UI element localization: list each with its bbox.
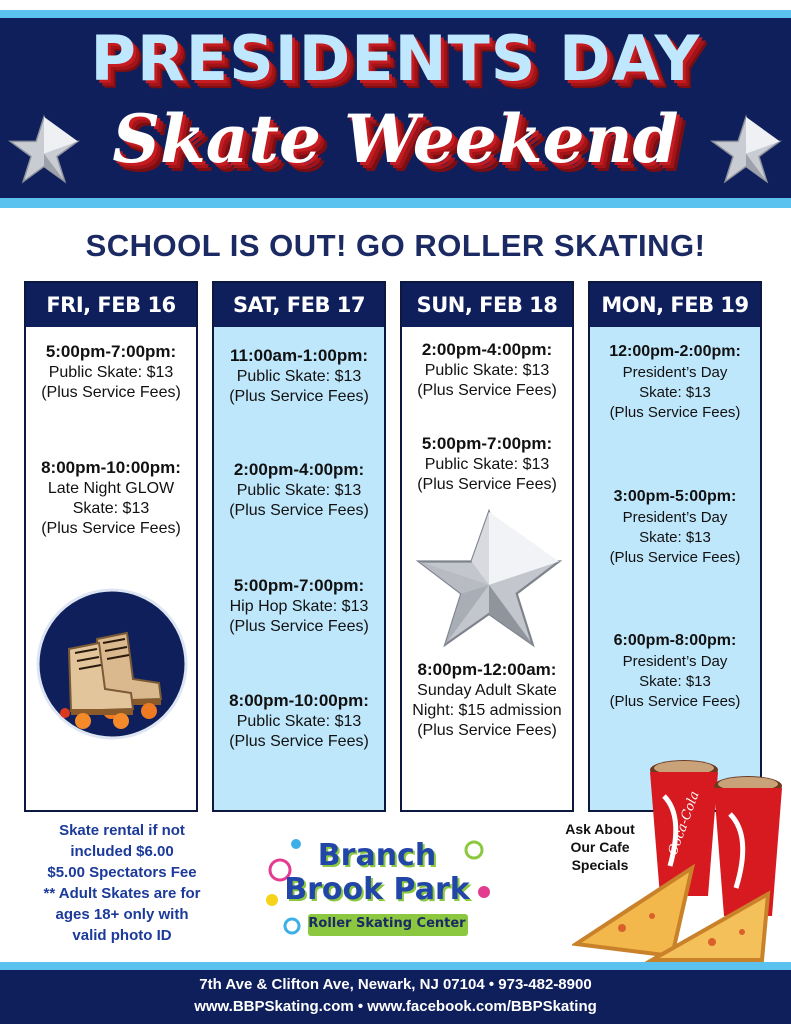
session-fees: (Plus Service Fees) <box>609 549 741 566</box>
branch-brook-park-logo <box>262 830 492 940</box>
session-fees: (Plus Service Fees) <box>229 618 369 635</box>
session-time: 2:00pm-4:00pm: <box>421 340 553 359</box>
session-desc: Sunday Adult Skate <box>417 682 557 699</box>
session-time: 11:00am-1:00pm: <box>230 346 368 365</box>
session-slot <box>590 486 760 568</box>
cafe-line: Our Cafe <box>570 839 630 855</box>
silver-star-icon <box>416 509 562 649</box>
session-slot <box>26 457 196 539</box>
footer-stripe <box>0 962 791 970</box>
session-slot <box>214 575 384 637</box>
session-desc: Night: $15 admission <box>412 702 562 719</box>
session-slot <box>214 345 384 407</box>
banner-top-stripe <box>0 10 791 18</box>
logo-line-1: Branch <box>317 838 437 873</box>
session-desc: Skate: $13 <box>639 384 711 401</box>
session-time: 5:00pm-7:00pm: <box>421 434 553 453</box>
pricing-notes <box>22 820 222 946</box>
session-time: 8:00pm-10:00pm: <box>41 458 181 477</box>
note-line: $5.00 Spectators Fee <box>47 864 197 881</box>
day-column-fri <box>24 281 198 812</box>
session-desc: Public Skate: $13 <box>424 362 550 379</box>
day-column-sun <box>400 281 574 812</box>
day-header: SUN, FEB 18 <box>402 283 572 327</box>
session-slot <box>402 433 572 495</box>
session-time: 8:00pm-10:00pm: <box>229 691 369 710</box>
star-left-icon <box>8 114 80 186</box>
session-fees: (Plus Service Fees) <box>229 733 369 750</box>
session-desc: President’s Day <box>622 653 728 670</box>
session-desc: Late Night GLOW <box>47 480 175 497</box>
banner-bottom-stripe <box>0 198 791 208</box>
note-line: ** Adult Skates are for <box>43 885 201 902</box>
footer <box>0 970 791 1024</box>
session-fees: (Plus Service Fees) <box>609 404 741 421</box>
cup-brand-text: Coca-Cola <box>665 789 703 858</box>
session-slot <box>26 341 196 403</box>
session-slot <box>590 341 760 423</box>
session-desc: Skate: $13 <box>72 500 150 517</box>
top-strip <box>0 0 791 10</box>
title-skate-weekend: Skate Weekend <box>112 100 679 178</box>
session-fees: (Plus Service Fees) <box>41 384 181 401</box>
session-desc: Public Skate: $13 <box>48 364 174 381</box>
note-line: Skate rental if not <box>59 822 185 839</box>
session-fees: (Plus Service Fees) <box>41 520 181 537</box>
note-line: valid photo ID <box>72 927 172 944</box>
session-desc: Public Skate: $13 <box>236 713 362 730</box>
footer-links[interactable]: www.BBPSkating.com • www.facebook.com/BBPSkating <box>194 998 597 1015</box>
session-time: 8:00pm-12:00am: <box>417 660 557 679</box>
day-header: SAT, FEB 17 <box>214 283 384 327</box>
session-time: 5:00pm-7:00pm: <box>233 576 365 595</box>
session-fees: (Plus Service Fees) <box>229 388 369 405</box>
session-time: 2:00pm-4:00pm: <box>233 460 365 479</box>
subheading: SCHOOL IS OUT! GO ROLLER SKATING! <box>85 228 706 263</box>
day-column-mon <box>588 281 762 812</box>
session-desc: Public Skate: $13 <box>236 482 362 499</box>
cafe-line: Ask About <box>565 821 635 837</box>
session-time: 12:00pm-2:00pm: <box>609 343 741 360</box>
day-header: FRI, FEB 16 <box>26 283 196 327</box>
session-slot <box>590 630 760 712</box>
session-slot <box>402 659 572 741</box>
session-desc: Public Skate: $13 <box>424 456 550 473</box>
star-right-icon <box>710 114 782 186</box>
title-presidents-day: PRESIDENTS DAY <box>90 22 701 95</box>
session-slot <box>214 690 384 752</box>
session-desc: President’s Day <box>622 364 728 381</box>
session-desc: Skate: $13 <box>639 529 711 546</box>
session-fees: (Plus Service Fees) <box>417 382 557 399</box>
footer-address: 7th Ave & Clifton Ave, Newark, NJ 07104 • 973-482-8900 <box>199 976 592 993</box>
day-column-sat <box>212 281 386 812</box>
session-fees: (Plus Service Fees) <box>417 722 557 739</box>
note-line: ages 18+ only with <box>55 906 189 923</box>
session-time: 3:00pm-5:00pm: <box>613 488 737 505</box>
session-slot <box>402 339 572 401</box>
session-time: 5:00pm-7:00pm: <box>45 342 177 361</box>
session-desc: Hip Hop Skate: $13 <box>229 598 369 615</box>
day-header: MON, FEB 19 <box>590 283 760 327</box>
roller-skate-icon <box>35 587 189 741</box>
logo-line-3: Roller Skating Center <box>308 916 466 931</box>
cafe-line: Specials <box>571 857 629 873</box>
session-desc: Skate: $13 <box>639 673 711 690</box>
session-desc: Public Skate: $13 <box>236 368 362 385</box>
session-desc: President’s Day <box>622 509 728 526</box>
session-fees: (Plus Service Fees) <box>609 693 741 710</box>
session-fees: (Plus Service Fees) <box>417 476 557 493</box>
session-slot <box>214 459 384 521</box>
logo-line-2: Brook Park <box>284 872 470 907</box>
note-line: included $6.00 <box>70 843 174 860</box>
cafe-food-icon <box>572 756 788 962</box>
session-fees: (Plus Service Fees) <box>229 502 369 519</box>
session-time: 6:00pm-8:00pm: <box>613 632 737 649</box>
